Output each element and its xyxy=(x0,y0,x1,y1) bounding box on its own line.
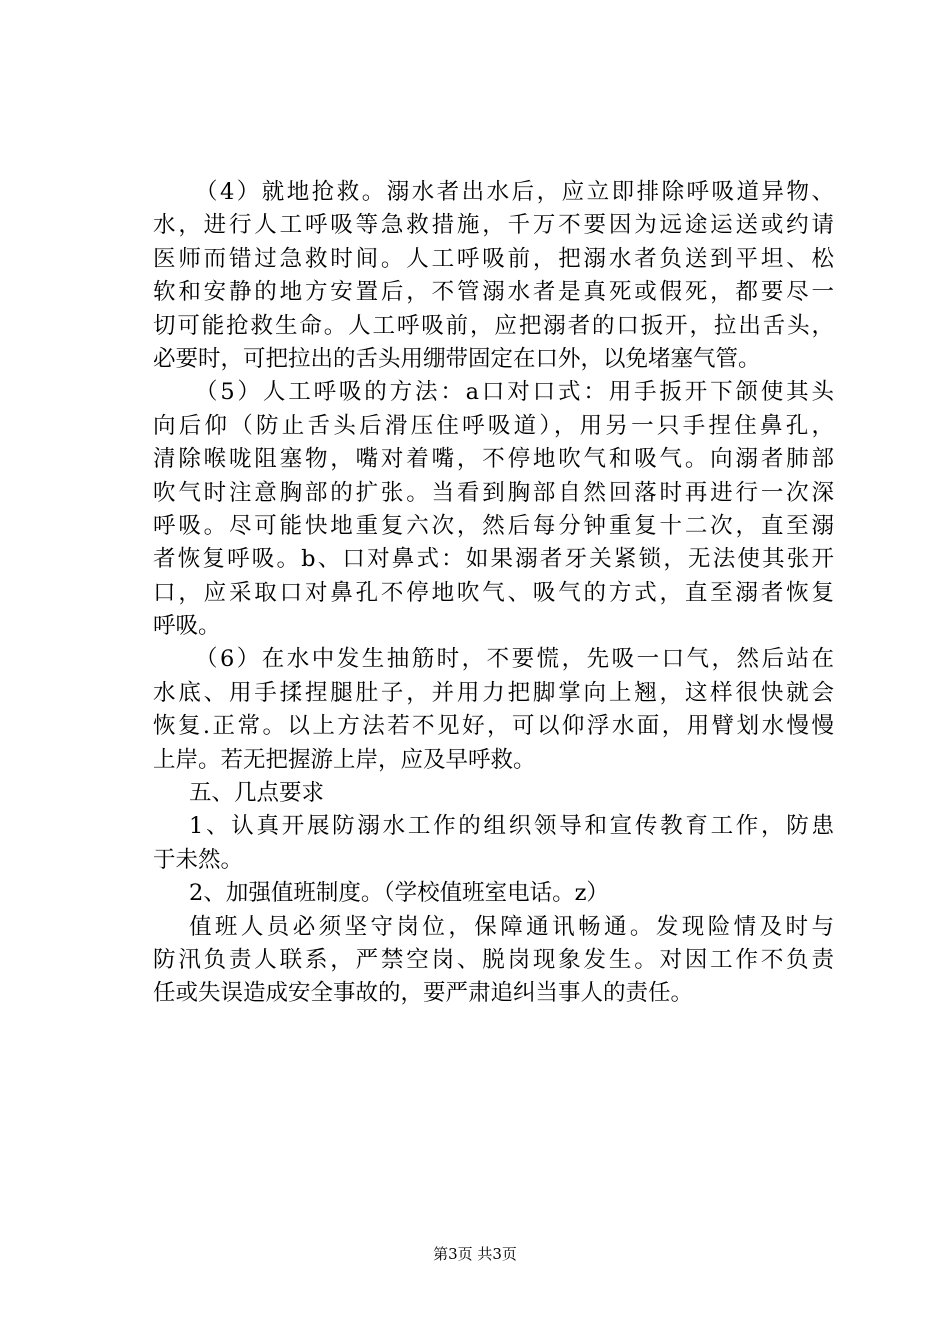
paragraph-5-line-5: 呼吸。尽可能快地重复六次，然后每分钟重复十二次，直至溺 xyxy=(153,512,834,539)
paragraph-4-line-1: （4）就地抢救。溺水者出水后，应立即排除呼吸道异物、 xyxy=(195,179,834,205)
paragraph-4-line-6: 必要时，可把拉出的舌头用绷带固定在口外，以免堵塞气管。 xyxy=(153,345,761,372)
paragraph-5-line-2: 向后仰（防止舌头后滑压住呼吸道），用另一只手捏住鼻孔， xyxy=(153,412,834,439)
paragraph-4-line-2: 水，进行人工呼吸等急救措施，千万不要因为远途运送或约请 xyxy=(153,212,834,239)
requirement-2: 2、加强值班制度。（学校值班室电话。z） xyxy=(189,880,609,907)
paragraph-5-line-3: 清除喉咙阻塞物，嘴对着嘴，不停地吹气和吸气。向溺者肺部 xyxy=(153,446,834,473)
requirement-1-line-1: 1、认真开展防溺水工作的组织领导和宣传教育工作，防患 xyxy=(189,813,834,840)
paragraph-4-line-3: 医师而错过急救时间。人工呼吸前，把溺水者负送到平坦、松 xyxy=(153,245,834,272)
paragraph-6-line-4: 上岸。若无把握游上岸，应及早呼救。 xyxy=(153,746,536,773)
paragraph-6-line-3: 恢复.正常。以上方法若不见好，可以仰浮水面，用臂划水慢慢 xyxy=(153,713,834,740)
section-heading-requirements: 五、几点要求 xyxy=(189,780,325,807)
paragraph-5-line-7: 口，应采取口对鼻孔不停地吹气、吸气的方式，直至溺者恢复 xyxy=(153,579,834,606)
requirement-1-line-2: 于未然。 xyxy=(153,846,244,873)
paragraph-4-line-4: 软和安静的地方安置后，不管溺水者是真死或假死，都要尽一 xyxy=(153,279,834,306)
paragraph-5-line-4: 吹气时注意胸部的扩张。当看到胸部自然回落时再进行一次深 xyxy=(153,479,834,506)
duty-paragraph-line-2: 防汛负责人联系，严禁空岗、脱岗现象发生。对因工作不负责 xyxy=(153,946,834,973)
paragraph-5-line-6: 者恢复呼吸。b、口对鼻式：如果溺者牙关紧锁，无法使其张开 xyxy=(153,546,834,573)
duty-paragraph-line-1: 值班人员必须坚守岗位，保障通讯畅通。发现险情及时与 xyxy=(189,913,834,940)
paragraph-4-line-5: 切可能抢救生命。人工呼吸前，应把溺者的口扳开，拉出舌头， xyxy=(153,312,834,339)
duty-paragraph-line-3: 任或失误造成安全事故的，要严肃追纠当事人的责任。 xyxy=(153,980,694,1007)
document-body xyxy=(153,176,834,1011)
paragraph-6-line-1: （6）在水中发生抽筋时，不要慌，先吸一口气，然后站在 xyxy=(195,646,834,673)
paragraph-6-line-2: 水底、用手揉捏腿肚子，并用力把脚掌向上翘，这样很快就会 xyxy=(153,679,834,706)
paragraph-5-line-8: 呼吸。 xyxy=(153,613,221,640)
paragraph-5-line-1: （5）人工呼吸的方法：a口对口式：用手扳开下颌使其头 xyxy=(195,379,834,406)
page-number-footer: 第3页 共3页 xyxy=(433,1245,517,1263)
